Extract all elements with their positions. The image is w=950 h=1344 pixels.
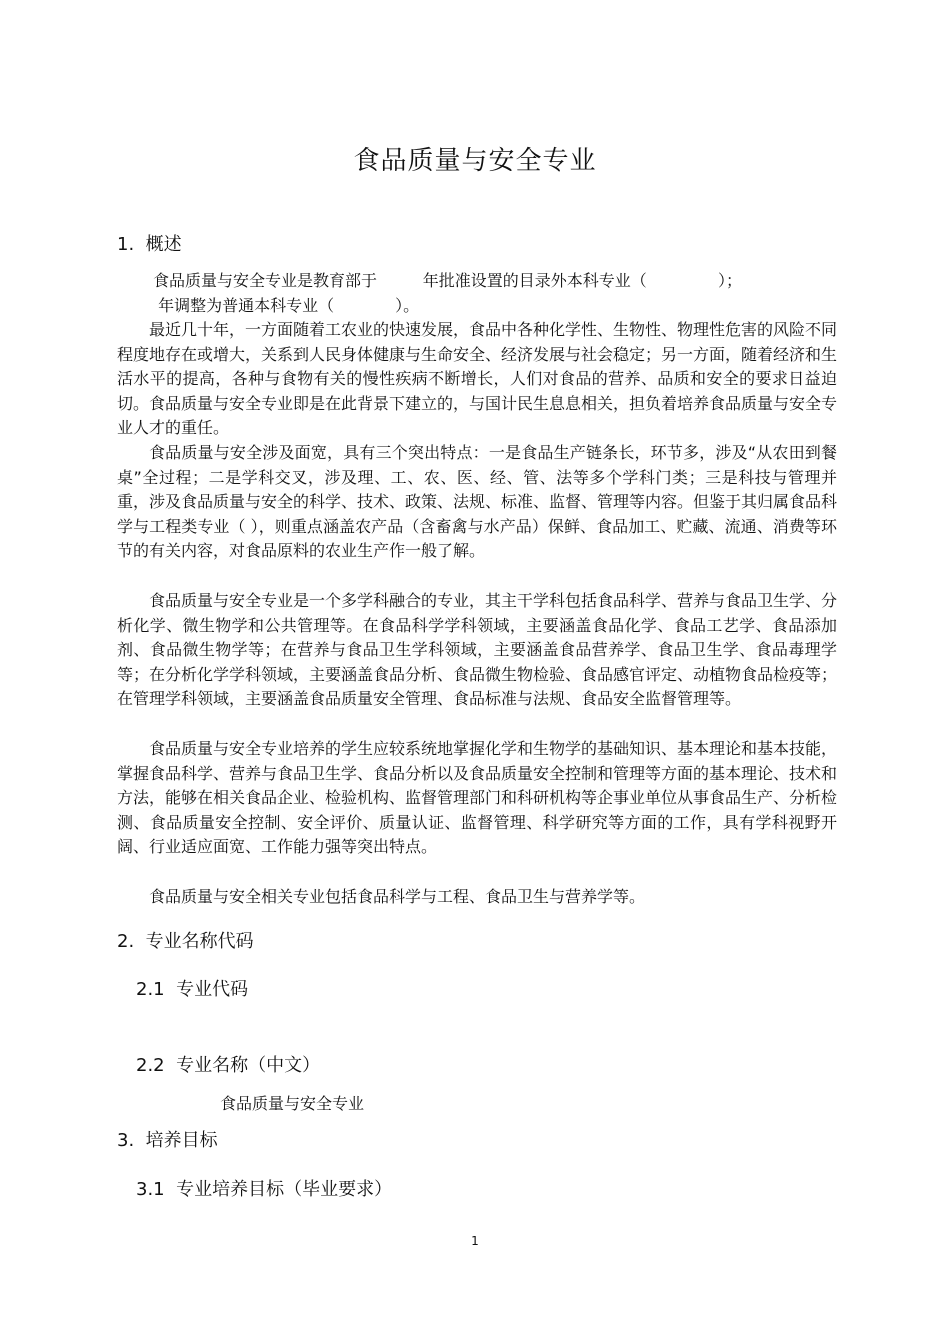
paragraph-background: 最近几十年，一方面随着工农业的快速发展，食品中各种化学性、生物性、物理性危害的风险不同程度地存在或增大，关系到人民身体健康与生命安全、经济发展与社会稳定；另一方面，随着经济和生活水平的提高，各种与食物有关的慢性疾病不断增长，人们对食品的营养、品质和安全的要求日益迫切。食品质量与安全专业即是在此背景下建立的，与国计民生息息相关，担负着培养食品质量与安全专业人才的重任。 — [117, 320, 838, 438]
paragraph-training: 食品质量与安全专业培养的学生应较系统地掌握化学和生物学的基础知识、基本理论和基本技能，掌握食品科学、营养与食品卫生学、食品分析以及食品质量安全控制和管理等方面的基本理论、技术和方法，能够在相关食品企业、检验机构、监督管理部门和科研机构等企事业单位从事食品生产、分析检测、食品质量安全控制、安全评价、质量认证、监督管理、科学研究等方面的工作，具有学科视野开阔、行业适应面宽、工作能力强等突出特点。 — [117, 739, 838, 857]
section-heading-training-goals: 3. 培养目标 — [117, 1130, 218, 1151]
section-heading-overview: 1. 概述 — [117, 234, 182, 255]
document-title: 食品质量与安全专业 — [353, 146, 597, 176]
paragraph-characteristics: 食品质量与安全涉及面宽，具有三个突出特点：一是食品生产链条长，环节多，涉及“从农田到餐桌”全过程；二是学科交叉，涉及理、工、农、医、经、管、法等多个学科门类；三是科技与管理并重，涉及食品质量与安全的科学、技术、政策、法规、标准、监督、管理等内容。但鉴于其归属食品科学与工程类专业（ ），则重点涵盖农产品（含畜禽与水产品）保鲜、食品加工、贮藏、流通、消费等环节的有关内容，对食品原料的农业生产作一般了解。 — [117, 443, 838, 561]
subsection-heading-training-goals: 3.1 专业培养目标（毕业要求） — [136, 1179, 393, 1200]
intro-line-1: 食品质量与安全专业是教育部于 年批准设置的目录外本科专业（ ）； — [153, 271, 742, 290]
major-name-cn-value: 食品质量与安全专业 — [220, 1094, 365, 1113]
paragraph-disciplines: 食品质量与安全专业是一个多学科融合的专业，其主干学科包括食品科学、营养与食品卫生学、分析化学、微生物学和公共管理等。在食品科学学科领域，主要涵盖食品化学、食品工艺学、食品添加剂、食品微生物学等；在营养与食品卫生学科领域，主要涵盖食品营养学、食品卫生学、食品毒理学等；在分析化学学科领域，主要涵盖食品分析、食品微生物检验、食品感官评定、动植物食品检疫等；在管理学科领域，主要涵盖食品质量安全管理、食品标准与法规、食品安全监督管理等。 — [117, 591, 838, 709]
subsection-heading-major-name-cn: 2.2 专业名称（中文） — [136, 1055, 321, 1076]
intro-line-2: 年调整为普通本科专业（ ）。 — [153, 296, 420, 315]
section-heading-major-name-code: 2. 专业名称代码 — [117, 931, 254, 952]
page-number: 1 — [471, 1234, 479, 1248]
subsection-heading-major-code: 2.1 专业代码 — [136, 979, 249, 1000]
paragraph-related-majors: 食品质量与安全相关专业包括食品科学与工程、食品卫生与营养学等。 — [149, 887, 646, 906]
